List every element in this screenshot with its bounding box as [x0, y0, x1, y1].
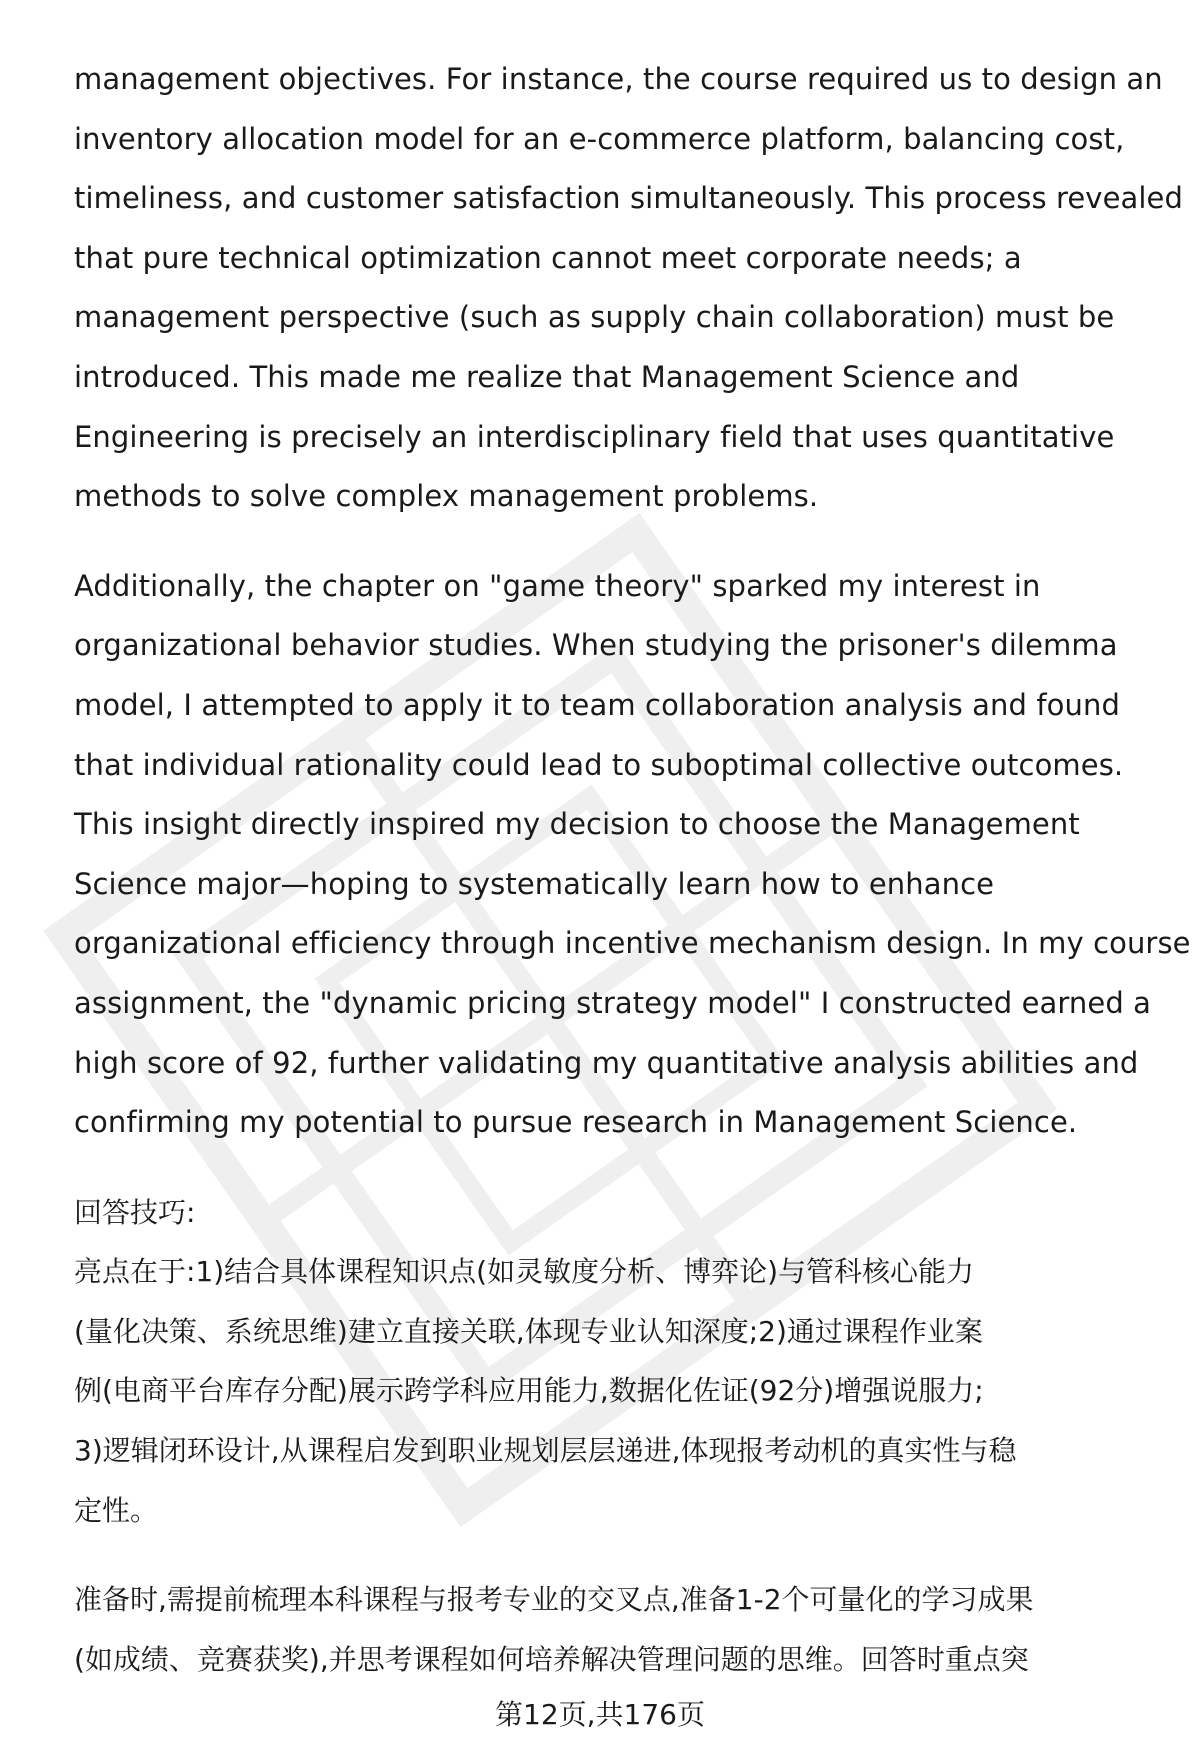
paragraph-2	[74, 557, 1191, 1153]
text-line: management perspective (such as supply chain collaboration) must be	[74, 300, 1115, 335]
text-line: organizational efficiency through incentive mechanism design. In my course	[74, 926, 1191, 961]
text-line: This insight directly inspired my decision to choose the Management	[74, 807, 1080, 842]
answer-tips-section	[74, 1183, 1164, 1541]
text-line: 定性。	[74, 1493, 159, 1527]
text-line: 亮点在于:1)结合具体课程知识点(如灵敏度分析、博弈论)与管科核心能力	[74, 1255, 975, 1289]
text-line: 准备时,需提前梳理本科课程与报考专业的交叉点,准备1-2个可量化的学习成果	[74, 1583, 1034, 1617]
text-line: 3)逻辑闭环设计,从课程启发到职业规划层层递进,体现报考动机的真实性与稳	[74, 1434, 1017, 1468]
paragraph-gap	[74, 1153, 1164, 1183]
tips-heading: 回答技巧:	[74, 1195, 196, 1229]
text-line: that pure technical optimization cannot meet corporate needs; a	[74, 240, 1022, 275]
text-line: Engineering is precisely an interdisciplinary field that uses quantitative	[74, 419, 1115, 454]
text-line: model, I attempted to apply it to team collaboration analysis and found	[74, 687, 1120, 722]
preparation-section	[74, 1570, 1164, 1689]
text-line: (量化决策、系统思维)建立直接关联,体现专业认知深度;2)通过课程作业案	[74, 1314, 983, 1348]
text-line: methods to solve complex management problems.	[74, 479, 819, 514]
paragraph-gap	[74, 527, 1164, 557]
text-line: timeliness, and customer satisfaction simultaneously. This process revealed	[74, 181, 1183, 216]
text-line: introduced. This made me realize that Management Science and	[74, 359, 1020, 394]
paragraph-1	[74, 50, 1183, 527]
text-line: inventory allocation model for an e-commerce platform, balancing cost,	[74, 121, 1125, 156]
paragraph-gap	[74, 1540, 1164, 1570]
text-line: confirming my potential to pursue research in Management Science.	[74, 1105, 1078, 1140]
text-line: management objectives. For instance, the course required us to design an	[74, 62, 1163, 96]
text-line: organizational behavior studies. When studying the prisoner's dilemma	[74, 628, 1118, 663]
text-line: 例(电商平台库存分配)展示跨学科应用能力,数据化佐证(92分)增强说服力;	[74, 1374, 984, 1408]
text-line: Additionally, the chapter on "game theory" sparked my interest in	[74, 568, 1041, 603]
text-line: assignment, the "dynamic pricing strategy model" I constructed earned a	[74, 985, 1152, 1020]
text-line: high score of 92, further validating my quantitative analysis abilities and	[74, 1045, 1139, 1080]
page-number-footer: 第12页,共176页	[495, 1698, 705, 1731]
text-line: Science major—hoping to systematically learn how to enhance	[74, 866, 995, 901]
text-line: (如成绩、竞赛获奖),并思考课程如何培养解决管理问题的思维。回答时重点突	[74, 1642, 1029, 1676]
main-content	[74, 50, 1191, 1689]
text-line: that individual rationality could lead to suboptimal collective outcomes.	[74, 747, 1124, 782]
